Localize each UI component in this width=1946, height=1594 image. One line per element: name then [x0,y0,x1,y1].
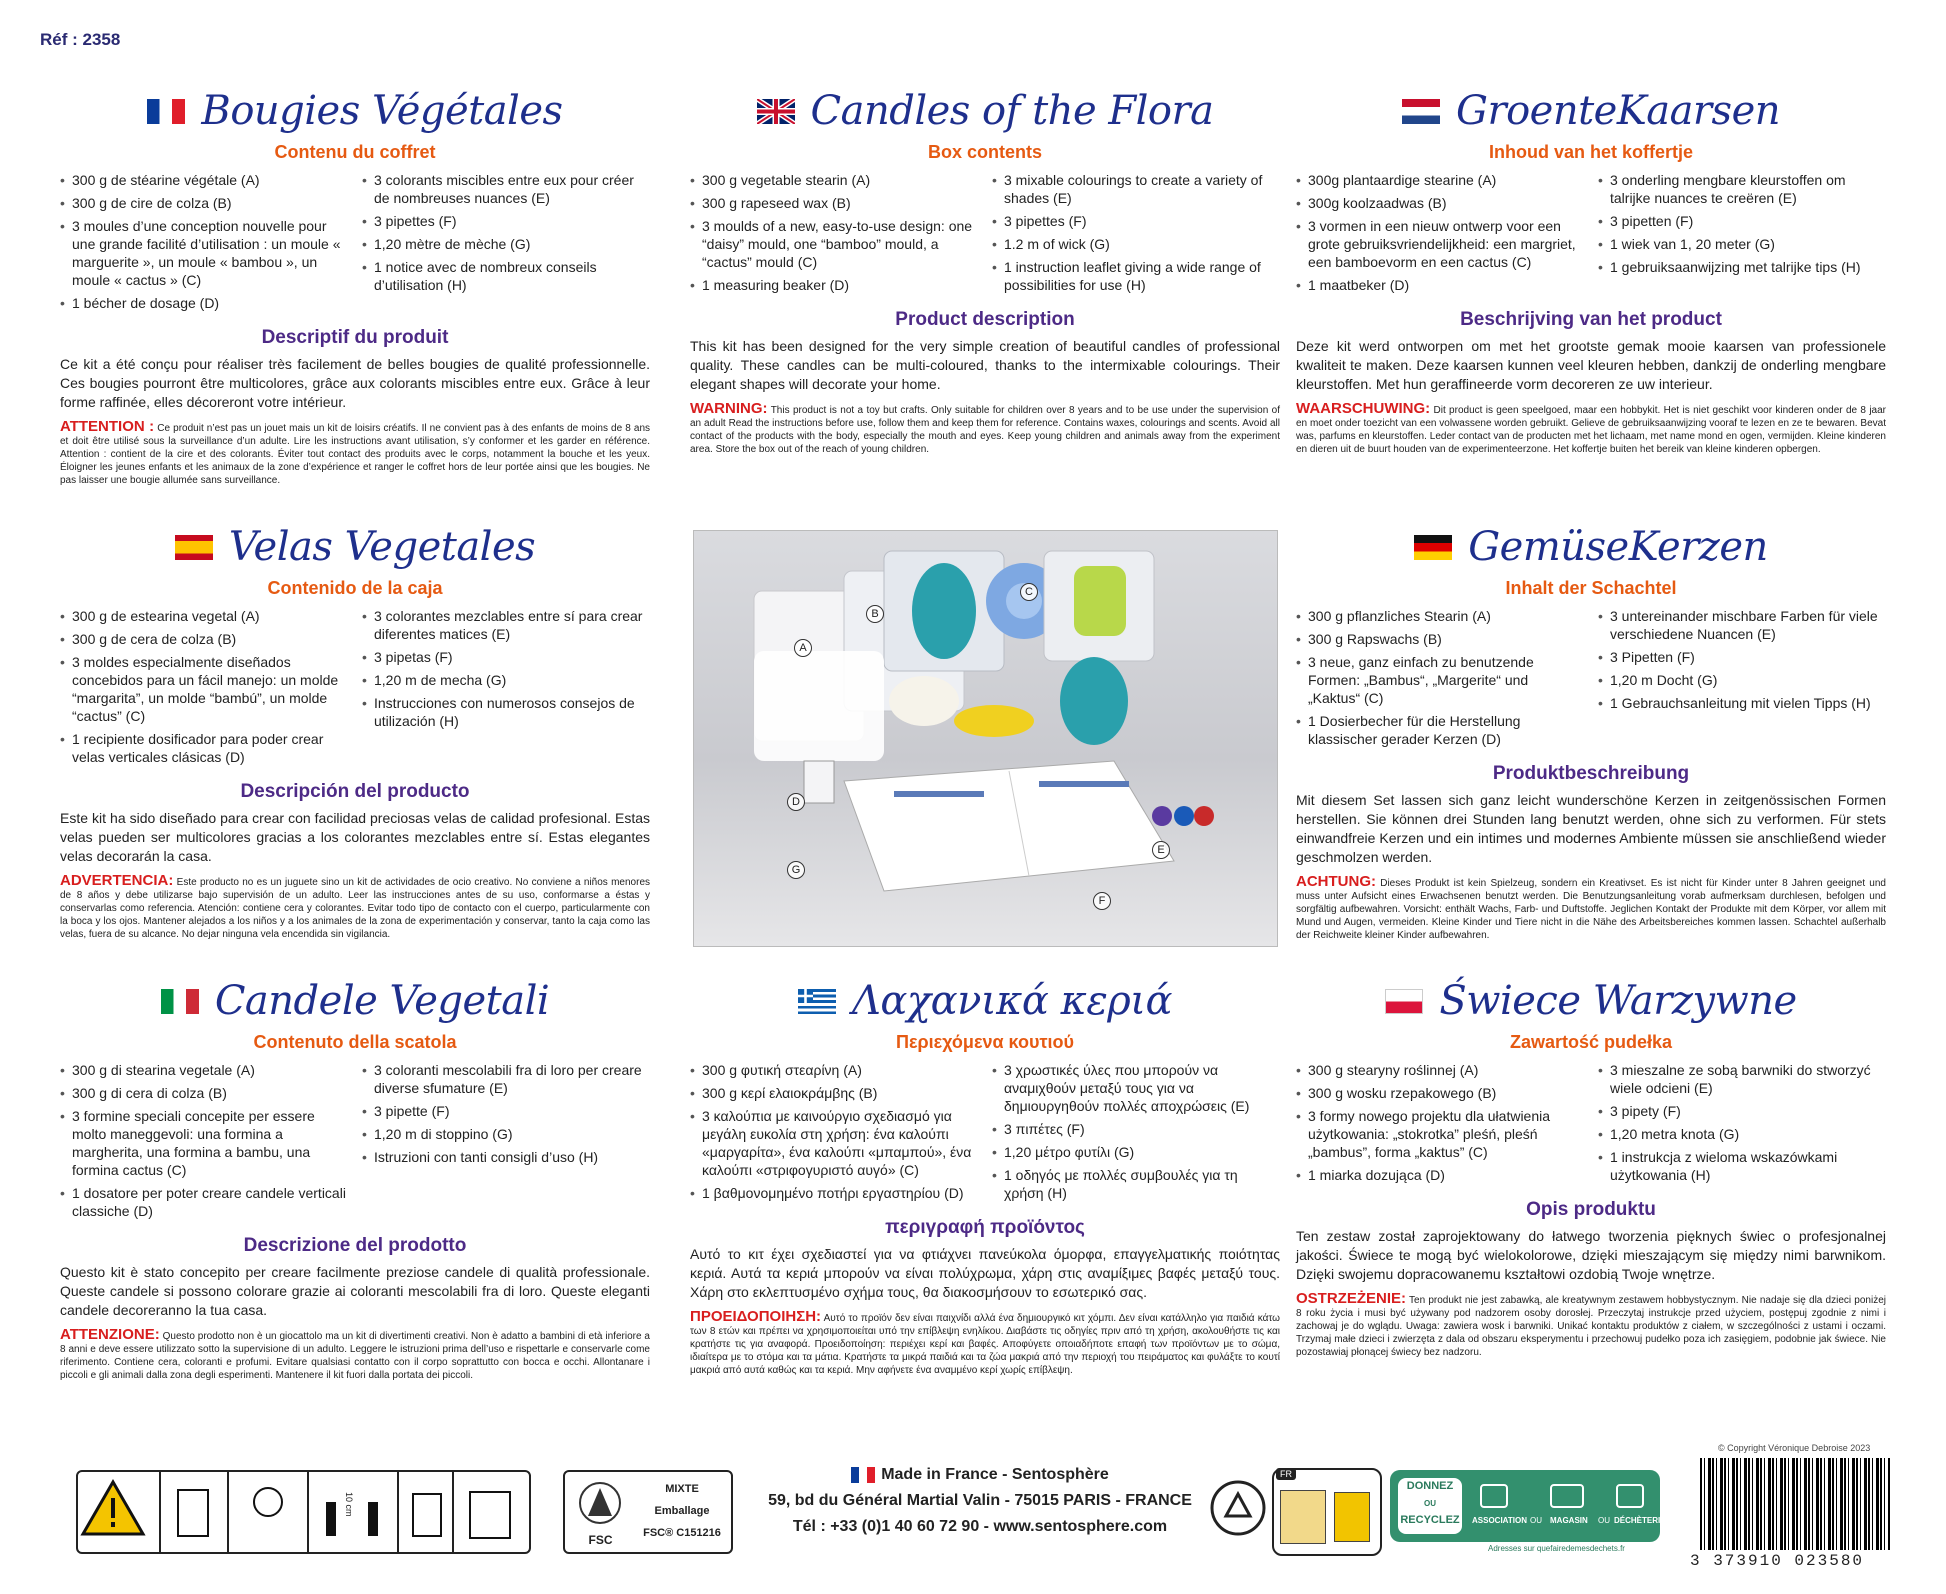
contents-list [362,171,650,317]
list-item: • 300 g κερί ελαιοκράμβης (B) [690,1084,978,1102]
contents-heading: Contenido de la caja [267,578,443,598]
list-item: • 3 onderling mengbare kleurstoffen om talrijke nuances te creëren (E) [1598,171,1886,207]
photo-label-g: G [787,861,805,879]
contents-list [362,607,650,771]
list-item: • 3 untereinander mischbare Farben für viele verschiedene Nuancen (E) [1598,607,1886,643]
description-heading: Beschrijving van het product [1460,309,1722,330]
made-in-france [745,1462,1215,1540]
contents-heading: Inhalt der Schachtel [1505,578,1677,598]
panel-title: Candele Vegetali [214,978,550,1024]
france-flag-icon [851,1467,875,1483]
list-item: • 3 πιπέτες (F) [992,1120,1280,1138]
photo-label-c: C [1020,583,1038,601]
list-item: • 3 mieszalne ze sobą barwniki do stworzyć wiele odcieni (E) [1598,1061,1886,1097]
warning-text: Αυτό το προϊόν δεν είναι παιχνίδι αλλά ένα δημιουργικό κιτ χόμπι. Δεν είναι κατάλληλο για παιδιά κάτω των 8 ετών και πρέπει να χρησιμοποιείται υπό την επίβλεψη ενηλίκου. Διαβάστε τις οδηγίες πριν από τη χρήση, ακολουθήστε τις και κρατήστε τις για αναφορά. Προειδοποίηση: περιέχει κερί και βαφές. Αποφύγετε οποιαδήποτε επαφή των προϊόντων με το σώμα, ιδιαίτερα με το στόμα και τα μάτια. Κρατήστε τα μικρά παιδιά και τα ζώα μακριά από την περιοχή του πειράματος και φυλάξτε το κουτί μακριά από αυτά καθώς και τα κεριά. Μην αφήνετε ένα αναμμένο κερί χωρίς επίβλεψη. [690,1313,1280,1376]
child-supervision-icon [254,1488,282,1516]
description-text: Ten zestaw został zaprojektowany do łatwego tworzenia pięknych świec o profesjonalnej jakości. Świece te mogą być wielokolorowe, dzięki mieszającym się między nimi barwnikom. Dzięki swojemu dopracowanemu kształtowi ozdobią Twoje wnętrze. [1296,1228,1886,1282]
panel-header [690,972,1280,1030]
panel-pl [1296,972,1886,1359]
ou-label-3: OU [1598,1516,1610,1525]
list-item: • 1 dosatore per poter creare candele verticali classiche (D) [60,1184,348,1220]
list-item: • 1 wiek van 1, 20 meter (G) [1598,235,1886,253]
description-text: Questo kit è stato concepito per creare facilmente preziose candele di qualità professionale. Queste candele si possono colorare grazie ai coloranti mescolabili fra di loro. Queste eleganti candele decoreranno la tua casa. [60,1264,650,1318]
list-item: • 3 mixable colourings to create a variety of shades (E) [992,171,1280,207]
flag-pl-icon [1385,989,1423,1014]
contents-list [1598,607,1886,753]
list-item: • 3 pipetten (F) [1598,212,1886,230]
warning-text: This product is not a toy but crafts. Only suitable for children over 8 years and to be use under the supervision of an adult Read the instructions before use, follow them and keep them for reference. Contains waxes, colourings and scents. Avoid all contact of the products with the body, especially the mouth and eyes. Keep young children and animals away from the experiment area. Store the box out of the reach of young children. [690,405,1280,455]
photo-label-b: B [866,605,884,623]
list-item: • 1 maatbeker (D) [1296,276,1584,294]
description-text: Αυτό το κιτ έχει σχεδιαστεί για να φτιάχνει πανεύκολα όμορφα, επαγγελματικής ποιότητας κεριά. Αυτά τα κεριά μπορούν να είναι πολύχρωμα, χάρη στις αναμίξιμες βαφές μεταξύ τους. Χάρη στο εκλεπτυσμένο σχήμα τους, θα διακοσμήσουν το εσωτερικό σας. [690,1246,1280,1300]
flag-en-icon [757,99,795,124]
panel-header [60,972,650,1030]
warning-text: Este producto no es un juguete sino un kit de actividades de ocio creativo. No conviene a niños menores de 8 años y debe utilizarse bajo supervisión de un adulto. Leer las instrucciones antes de su uso, conformarse a éstas y conservarlas como referencia. Atención: contiene cera y colorantes. Evitar todo tipo de contacto con el cuerpo, particularmente con la boca y los ojos. Mantener alejados a los niños y a los animales de la zona de experimentación y conservar, tanto la caja como las velas, fuera de su alcance. No dejar ninguna vela encendida sin vigilancia. [60,877,651,940]
description-heading: Produktbeschreibung [1492,763,1690,784]
panel-title: GemüseKerzen [1468,524,1768,570]
recycling-bin-icon [1334,1492,1370,1542]
list-item: • 1,20 m de mecha (G) [362,671,650,689]
product-photo-illustration [694,531,1279,948]
flag-de-icon [1414,535,1452,560]
recyclez-label: RECYCLEZ [1400,1514,1460,1526]
fsc-logo-text: FSC [588,1533,613,1547]
list-item: • 1,20 μέτρο φυτίλι (G) [992,1143,1280,1161]
warning-block [60,420,650,487]
recycling-info-box [1272,1468,1382,1556]
warning-block [1296,875,1886,942]
photo-label-f: F [1093,892,1111,910]
made-line-1 [745,1462,1215,1488]
recycling-address-note: Adresses sur quefairedemesdechets.fr [1488,1544,1625,1553]
list-item: • 300g koolzaadwas (B) [1296,194,1584,212]
reference-number: Réf : 2358 [40,30,121,49]
contents-list [60,171,348,317]
contents-list [1296,1061,1584,1189]
list-item: • 1 bécher de dosage (D) [60,294,348,312]
warning-label: WARNING: [690,400,768,417]
fsc-emballage: Emballage [654,1505,710,1517]
list-item: • 1 βαθμονομημένο ποτήρι εργαστηρίου (D) [690,1184,978,1202]
contents-columns [1296,1061,1886,1189]
fsc-logo-box [563,1470,733,1554]
list-item: • 3 coloranti mescolabili fra di loro per creare diverse sfumature (E) [362,1061,650,1097]
warning-label: ADVERTENCIA: [60,872,174,889]
panel-header [690,82,1280,140]
description-text: Mit diesem Set lassen sich ganz leicht wunderschöne Kerzen in zeitgenössischen Formen herstellen. Sie können drei Stunden lang benutzt werden, ohne sich zu verformen. Für stets einwandfreie Kerzen und ein intimes und modernes Ambiente müssen sie anschließend wieder geschmolzen werden. [1296,792,1886,865]
fsc-tree-icon [573,1478,628,1548]
photo-label-a: A [794,639,812,657]
list-item: • 1 Dosierbecher für die Herstellung klassischer gerader Kerzen (D) [1296,712,1584,748]
contents-columns [1296,171,1886,299]
warning-text: Dieses Produkt ist kein Spielzeug, sondern ein Kreativset. Es ist nicht für Kinder unter 8 Jahren geeignet und muss unter Aufsicht eines Erwachsenen benutzt werden. Die Benutzungsanleitung vorab aufmerksam durchlesen, befolgen und sorgfältig aufbewahren. Vorsicht: enthält Wachs, Farb- und Duftstoffe. Jeglichen Kontakt der Produkte mit dem Körper, vor allem mit Mund und Augen, vermeiden. Kleine Kinder und Tiere nicht in die Nähe des Arbeitsbereiches kommen lassen. Schachtel außerhalb der Reichweite kleiner Kinder aufbewahren. [1296,878,1886,941]
warning-text: Ten produkt nie jest zabawką, ale kreatywnym zestawem hobbystycznym. Nie nadaje się dla dzieci poniżej 8 roku życia i musi być używany pod nadzorem osoby dorosłej. Przeczytaj instrukcje przed użyciem, postępuj zgodnie z nimi i zachowaj je do wglądu. Uwaga: zawiera wosk i barwniki. Unikać kontaktu produktów z ciałem, w szczególności z ustami i oczami. Trzymaj małe dzieci i zwierzęta z dala od obszaru eksperymentu i przechowuj pudełko poza ich zasięgiem, podobnie jak świece. Nie pozostawiaj płonącej świecy bez nadzoru. [1296,1295,1886,1358]
warning-block [60,874,650,941]
list-item: • 1,20 metra knota (G) [1598,1125,1886,1143]
list-item: • 1 instrukcja z wieloma wskazówkami użytkowania (H) [1598,1148,1886,1184]
description-text: Este kit ha sido diseñado para crear con facilidad preciosas velas de calidad profesional. Estas velas pueden ser multicolores gracias a los colorantes mezclables entre sí. Estas elegantes velas decorarán la casa. [60,810,650,864]
read-manual-icon [470,1492,510,1538]
description-text: This kit has been designed for the very simple creation of beautiful candles of professional quality. These candles can be multi-coloured, thanks to the intermixable colourings. Their elegant shapes will decorate your home. [690,338,1280,392]
donnez-recyclez-banner [1390,1470,1666,1542]
list-item: • 300 g pflanzliches Stearin (A) [1296,607,1584,625]
description-heading: Descripción del producto [240,781,470,802]
flag-es-icon [175,535,213,560]
warning-block [1296,1292,1886,1359]
list-item: • Istruzioni con tanti consigli d’uso (H) [362,1148,650,1166]
copyright: © Copyright Véronique Debroise 2023 [1718,1443,1871,1453]
warning-block [60,1328,650,1382]
description-heading: Opis produktu [1526,1199,1656,1220]
panel-header [60,82,650,140]
recycling-center-icon [1616,1484,1644,1508]
list-item: • 3 neue, ganz einfach zu benutzende Formen: „Bambus“, „Margerite“ und „Kaktus“ (C) [1296,653,1584,707]
list-item: • 1 recipiente dosificador para poder crear velas verticales clásicas (D) [60,730,348,766]
list-item: • 300 g stearyny roślinnej (A) [1296,1061,1584,1079]
list-item: • 3 formine speciali concepite per essere molto maneggevoli: una formina a margherita, una formina a bambu, una formina cactus (C) [60,1107,348,1179]
ou-label-2: OU [1530,1516,1542,1525]
fsc-mixte: MIXTE [665,1483,699,1495]
flag-it-icon [161,989,199,1014]
list-item: • 300 g de cera de colza (B) [60,630,348,648]
list-item: • 3 pipetas (F) [362,648,650,666]
list-item: • 3 καλούπια με καινούργιο σχεδιασμό για μεγάλη ευκολία στη χρήση: ένα καλούπι «μαργαρίτα», ένα καλούπι «μπαμπού», ένα καλούπι «στριφογυριστό αυγό» (C) [690,1107,978,1179]
panel-en [690,82,1280,456]
panel-title: Λαχανικά κεριά [851,978,1172,1024]
panel-header [1296,82,1886,140]
ou-label: OU [1424,1499,1436,1508]
contents-heading: Contenu du coffret [274,142,436,162]
list-item: • 3 vormen in een nieuw ontwerp voor een grote gebruiksvriendelijkheid: een margriet, een bamboevorm en een cactus (C) [1296,217,1584,271]
recycling-country: FR [1276,1468,1296,1480]
warning-label: ATTENZIONE: [60,1326,160,1343]
panel-title: Velas Vegetales [228,524,536,570]
contents-heading: Box contents [927,142,1042,162]
list-item: • 3 pipette (F) [362,1102,650,1120]
made-line-2: 59, bd du Général Martial Valin - 75015 PARIS - FRANCE [768,1492,1192,1509]
warning-text: Questo prodotto non è un giocattolo ma un kit di divertimenti creativi. Non è adatto a bambini di età inferiore a 8 anni e deve essere utilizzato sotto la supervisione di un adulto. Leggere le istruzioni prima dell’uso e rispettarle e conservarle come riferimento. Contiene cera, coloranti e profumi. Evitare qualsiasi contatto con il corpo soprattutto con bocca e occhi. Allontanare i piccoli e gli animali dalla zona degli esperimenti. Mantenere il kit fuori dalla portata dei piccoli. [60,1331,650,1381]
list-item: • 3 moulds of a new, easy-to-use design: one “daisy” mould, one “bamboo” mould, a “cactus” mould (C) [690,217,978,271]
contents-list [690,171,978,299]
list-item: • Instrucciones con numerosos consejos de utilización (H) [362,694,650,730]
contents-list [1296,607,1584,753]
list-item: • 3 moules d’une conception nouvelle pour une grande facilité d’utilisation : un moule « marguerite », un moule « bambou », un moule « cactus » (C) [60,217,348,289]
panel-gr [690,972,1280,1377]
panel-es [60,518,650,941]
no-flame-icon [413,1494,441,1536]
list-item: • 300 g de estearina vegetal (A) [60,607,348,625]
made-line-3: Tél : +33 (0)1 40 60 72 90 - www.sentosphere.com [792,1518,1168,1535]
list-item: • 3 pipettes (F) [992,212,1280,230]
photo-label-d: D [787,793,805,811]
contents-columns [690,171,1280,299]
list-item: • 3 χρωστικές ύλες που μπορούν να αναμιχθούν μεταξύ τους για να δημιουργηθούν πολλές αποχρώσεις (E) [992,1061,1280,1115]
panel-title: Candles of the Flora [810,88,1214,134]
list-item: • 3 colorantes mezclables entre sí para crear diferentes matices (E) [362,607,650,643]
warning-label: WAARSCHUWING: [1296,400,1431,417]
list-item: • 1 notice avec de nombreux conseils d’utilisation (H) [362,258,650,294]
decheterie-label: DÉCHÈTERIE [1614,1516,1666,1525]
list-item: • 300 g de cire de colza (B) [60,194,348,212]
flag-gr-icon [798,989,836,1014]
safety-icons [78,1472,529,1552]
panel-title: Bougies Végétales [201,88,563,134]
list-item: • 300 g vegetable stearin (A) [690,171,978,189]
donnez-label: DONNEZ [1406,1480,1454,1492]
list-item: • 3 formy nowego projektu dla ułatwienia użytkowania: „stokrotka” pleśń, pleśń „bambus”, forma „kaktus” (C) [1296,1107,1584,1161]
contents-columns [60,171,650,317]
list-item: • 1 measuring beaker (D) [690,276,978,294]
contents-columns [690,1061,1280,1207]
list-item: • 1 miarka dozująca (D) [1296,1166,1584,1184]
contents-list [362,1061,650,1225]
contents-list [60,1061,348,1225]
contents-columns [60,1061,650,1225]
list-item: • 3 pipety (F) [1598,1102,1886,1120]
contents-heading: Zawartość pudełka [1509,1032,1673,1052]
panel-de [1296,518,1886,942]
description-heading: Descrizione del prodotto [243,1235,467,1256]
contents-list [1598,171,1886,299]
list-item: • 1 gebruiksaanwijzing met talrijke tips (H) [1598,258,1886,276]
panel-header [1296,518,1886,576]
list-item: • 1,20 m di stoppino (G) [362,1125,650,1143]
warning-label: ACHTUNG: [1296,873,1376,890]
panel-title: GroenteKaarsen [1456,88,1780,134]
panel-it [60,972,650,1382]
flag-nl-icon [1402,99,1440,124]
candle-distance-icon [326,1502,336,1536]
triman-icon [1208,1478,1268,1538]
magasin-label: MAGASIN [1550,1516,1588,1525]
list-item: • 1,20 mètre de mèche (G) [362,235,650,253]
warning-block [690,402,1280,456]
list-item: • 300 g di cera di colza (B) [60,1084,348,1102]
footer [0,1448,1946,1594]
description-heading: Descriptif du produit [261,327,449,348]
warning-label: ATTENTION : [60,418,155,435]
list-item: • 3 Pipetten (F) [1598,648,1886,666]
store-icon [1550,1484,1584,1508]
list-item: • 3 pipettes (F) [362,212,650,230]
contents-list [992,1061,1280,1207]
list-item: • 3 moldes especialmente diseñados concebidos para un fácil manejo: un molde “margarita”, un molde “bambú”, un molde “cactus” (C) [60,653,348,725]
panel-title: Świece Warzywne [1439,978,1797,1024]
list-item: • 1 οδηγός με πολλές συμβουλές για τη χρήση (H) [992,1166,1280,1202]
list-item: • 1.2 m of wick (G) [992,235,1280,253]
contents-columns [1296,607,1886,753]
packaging-icon [1280,1490,1326,1544]
product-photo [693,530,1278,947]
list-item: • 1 Gebrauchsanleitung mit vielen Tipps (H) [1598,694,1886,712]
warning-block [1296,402,1886,456]
panel-nl [1296,82,1886,456]
contents-list [690,1061,978,1207]
contents-heading: Inhoud van het koffertje [1488,142,1693,162]
flag-fr-icon [147,99,185,124]
list-item: • 300 g Rapswachs (B) [1296,630,1584,648]
warning-block [690,1310,1280,1377]
barcode-number: 3 373910 023580 [1690,1552,1865,1570]
list-item: • 300 g di stearina vegetale (A) [60,1061,348,1079]
list-item: • 3 colorants miscibles entre eux pour créer de nombreuses nuances (E) [362,171,650,207]
list-item: • 300 g φυτική στεαρίνη (A) [690,1061,978,1079]
photo-label-e: E [1152,841,1170,859]
contents-list [1296,171,1584,299]
distance-label: 10 cm [344,1492,354,1517]
list-item: • 300 g rapeseed wax (B) [690,194,978,212]
contents-columns [60,607,650,771]
panel-fr [60,82,650,487]
warning-text: Dit product is geen speelgoed, maar een hobbykit. Het is niet geschikt voor kinderen onder de 8 jaar en moet onder toezicht van een volwassene worden gebruikt. Gelieve de gebruiksaanwijzing vooraf te lezen en ze te bewaren. Bevat was, parfums en kleurstoffen. Leder contact van de producten met het lichaam, met name mond en ogen, vermijden. Kleine kinderen en dieren uit de buurt houden van de experimenteerzone. Het koffertje buiten het bereik van kleine kinderen opbergen. [1296,405,1886,455]
contents-list [992,171,1280,299]
safety-pictograms [76,1470,531,1554]
description-text: Ce kit a été conçu pour réaliser très facilement de belles bougies de qualité professionnelle. Ces bougies pourront être multicolores, grâce aux colorants miscibles entre eux. Grâce à leur forme raffinée, elles décoreront votre intérieur. [60,356,650,410]
list-item: • 1,20 m Docht (G) [1598,671,1886,689]
description-heading: Product description [895,309,1075,330]
warning-text: Ce produit n’est pas un jouet mais un kit de loisirs créatifs. Il ne convient pas à des enfants de moins de 8 ans et doit être utilisé sous la surveillance d’un adulte. Lire les instructions avant utilisation, s’y conformer et les garder en référence. Attention : contient de la cire et des colorants. Éviter tout contact des produits avec le corps, notamment la bouche et les yeux. Éloigner les jeunes enfants et les animaux de la zone d’expérience et ranger le coffret hors de leur portée ainsi que les bougies. Ne pas laisser une bougie allumée sans surveillance. [60,423,651,486]
contents-list [1598,1061,1886,1189]
warning-label: ΠΡΟΕΙΔΟΠΟΙΗΣΗ: [690,1308,822,1325]
warning-label: OSTRZEŻENIE: [1296,1290,1407,1307]
contents-heading: Περιεχόμενα κουτιού [896,1032,1074,1052]
fsc-code: FSC® C151216 [643,1527,721,1539]
contents-heading: Contenuto della scatola [253,1032,457,1052]
list-item: • 300g plantaardige stearine (A) [1296,171,1584,189]
panel-header [1296,972,1886,1030]
list-item: • 300 g wosku rzepakowego (B) [1296,1084,1584,1102]
contents-list [60,607,348,771]
association-icon [1480,1484,1508,1508]
list-item: • 1 instruction leaflet giving a wide range of possibilities for use (H) [992,258,1280,294]
list-item: • 300 g de stéarine végétale (A) [60,171,348,189]
candle-instructions-icon [178,1490,208,1536]
description-text: Deze kit werd ontworpen om met het grootste gemak mooie kaarsen van professionele kwaliteit te maken. Deze kaarsen kunnen veel kleuren hebben, dankzij de onderling mengbare kleurstoffen. Met hun geraffineerde vorm decoreren ze uw interieur. [1296,338,1886,392]
barcode-icon [1700,1458,1890,1550]
panel-header [60,518,650,576]
made-line-1-text: Made in France - Sentosphère [881,1466,1109,1483]
description-heading: περιγραφή προϊόντος [885,1217,1085,1238]
association-label: ASSOCIATION [1472,1516,1527,1525]
